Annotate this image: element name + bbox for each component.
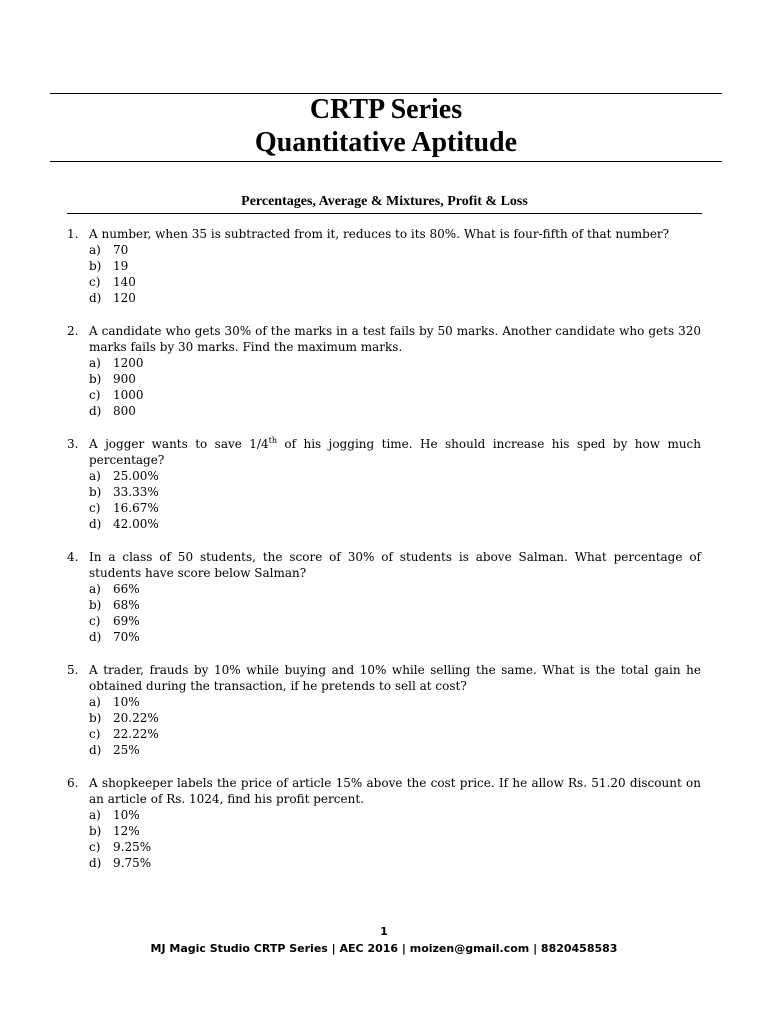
option-d bbox=[89, 290, 701, 306]
option-a bbox=[89, 694, 701, 710]
subtitle-rule bbox=[67, 213, 702, 214]
question-3 bbox=[67, 436, 701, 532]
question-number: 5. bbox=[67, 663, 79, 677]
option-value: 1200 bbox=[113, 356, 144, 370]
option-value: 16.67% bbox=[113, 501, 159, 515]
option-letter: b) bbox=[89, 259, 102, 273]
option-b bbox=[89, 484, 701, 500]
question-number: 6. bbox=[67, 776, 79, 790]
option-letter: a) bbox=[89, 356, 101, 370]
question-5 bbox=[67, 662, 701, 758]
option-letter: c) bbox=[89, 501, 101, 515]
option-b bbox=[89, 710, 701, 726]
option-letter: d) bbox=[89, 517, 102, 531]
ordinal-superscript: th bbox=[268, 436, 277, 445]
option-value: 140 bbox=[113, 275, 136, 289]
question-2 bbox=[67, 323, 701, 419]
option-b bbox=[89, 371, 701, 387]
option-d bbox=[89, 742, 701, 758]
option-b bbox=[89, 823, 701, 839]
option-d bbox=[89, 855, 701, 871]
question-number: 2. bbox=[67, 324, 79, 338]
option-a bbox=[89, 807, 701, 823]
option-letter: c) bbox=[89, 388, 101, 402]
option-value: 68% bbox=[113, 598, 140, 612]
option-letter: d) bbox=[89, 291, 102, 305]
option-letter: b) bbox=[89, 824, 102, 838]
option-letter: a) bbox=[89, 695, 101, 709]
option-list bbox=[89, 807, 701, 871]
option-letter: a) bbox=[89, 808, 101, 822]
option-value: 10% bbox=[113, 808, 140, 822]
document-title-line2: Quantitative Aptitude bbox=[254, 127, 518, 158]
option-list bbox=[89, 242, 701, 306]
option-list bbox=[89, 468, 701, 532]
option-value: 25% bbox=[113, 743, 140, 757]
question-text-part: of his jogging time. He should increase his sped by how much percentage? bbox=[89, 437, 701, 467]
option-value: 33.33% bbox=[113, 485, 159, 499]
option-value: 12% bbox=[113, 824, 140, 838]
question-number: 1. bbox=[67, 227, 79, 241]
question-text bbox=[89, 436, 701, 468]
option-letter: b) bbox=[89, 485, 102, 499]
option-value: 69% bbox=[113, 614, 140, 628]
option-d bbox=[89, 629, 701, 645]
option-value: 66% bbox=[113, 582, 140, 596]
option-c bbox=[89, 726, 701, 742]
option-letter: d) bbox=[89, 856, 102, 870]
question-number: 3. bbox=[67, 437, 79, 451]
option-c bbox=[89, 613, 701, 629]
section-subtitle: Percentages, Average & Mixtures, Profit & Loss bbox=[241, 194, 528, 209]
option-a bbox=[89, 468, 701, 484]
option-c bbox=[89, 274, 701, 290]
question-1 bbox=[67, 226, 701, 306]
option-c bbox=[89, 839, 701, 855]
option-value: 120 bbox=[113, 291, 136, 305]
option-list bbox=[89, 694, 701, 758]
option-a bbox=[89, 355, 701, 371]
page-footer: MJ Magic Studio CRTP Series | AEC 2016 | moizen@gmail.com | 8820458583 bbox=[150, 942, 618, 955]
option-value: 25.00% bbox=[113, 469, 159, 483]
option-a bbox=[89, 242, 701, 258]
option-value: 19 bbox=[113, 259, 129, 273]
option-value: 9.75% bbox=[113, 856, 152, 870]
question-number: 4. bbox=[67, 550, 79, 564]
header-bottom-rule bbox=[50, 161, 722, 162]
question-list bbox=[67, 226, 701, 888]
option-b bbox=[89, 258, 701, 274]
option-list bbox=[89, 355, 701, 419]
option-d bbox=[89, 403, 701, 419]
option-b bbox=[89, 597, 701, 613]
option-letter: c) bbox=[89, 727, 101, 741]
option-letter: d) bbox=[89, 743, 102, 757]
question-text: A trader, frauds by 10% while buying and 10% while selling the same. What is the total gain he obtained during the transaction, if he pretends to sell at cost? bbox=[89, 663, 701, 693]
option-d bbox=[89, 516, 701, 532]
option-value: 1000 bbox=[113, 388, 144, 402]
option-letter: d) bbox=[89, 630, 102, 644]
option-letter: d) bbox=[89, 404, 102, 418]
question-text: A number, when 35 is subtracted from it, reduces to its 80%. What is four-fifth of that number? bbox=[89, 227, 670, 241]
option-value: 9.25% bbox=[113, 840, 152, 854]
question-text: In a class of 50 students, the score of 30% of students is above Salman. What percentage of students have score below Salman? bbox=[89, 550, 701, 580]
option-a bbox=[89, 581, 701, 597]
option-letter: a) bbox=[89, 469, 101, 483]
option-letter: b) bbox=[89, 711, 102, 725]
option-value: 20.22% bbox=[113, 711, 159, 725]
page-number: 1 bbox=[380, 925, 388, 938]
option-c bbox=[89, 387, 701, 403]
option-value: 800 bbox=[113, 404, 136, 418]
option-value: 10% bbox=[113, 695, 140, 709]
option-list bbox=[89, 581, 701, 645]
option-value: 70% bbox=[113, 630, 140, 644]
question-text: A candidate who gets 30% of the marks in a test fails by 50 marks. Another candidate who gets 320 marks fails by 30 marks. Find the maximum marks. bbox=[89, 324, 701, 354]
question-4 bbox=[67, 549, 701, 645]
option-letter: a) bbox=[89, 243, 101, 257]
question-text-part: A jogger wants to save 1/4 bbox=[89, 437, 269, 451]
option-c bbox=[89, 500, 701, 516]
document-title-line1: CRTP Series bbox=[309, 94, 463, 125]
option-letter: a) bbox=[89, 582, 101, 596]
option-letter: c) bbox=[89, 840, 101, 854]
option-value: 22.22% bbox=[113, 727, 159, 741]
option-value: 900 bbox=[113, 372, 136, 386]
option-value: 70 bbox=[113, 243, 129, 257]
option-letter: c) bbox=[89, 275, 101, 289]
question-6 bbox=[67, 775, 701, 871]
option-value: 42.00% bbox=[113, 517, 159, 531]
option-letter: c) bbox=[89, 614, 101, 628]
question-text: A shopkeeper labels the price of article 15% above the cost price. If he allow Rs. 51.20 discount on an article of Rs. 1024, find his profit percent. bbox=[89, 776, 701, 806]
option-letter: b) bbox=[89, 372, 102, 386]
option-letter: b) bbox=[89, 598, 102, 612]
